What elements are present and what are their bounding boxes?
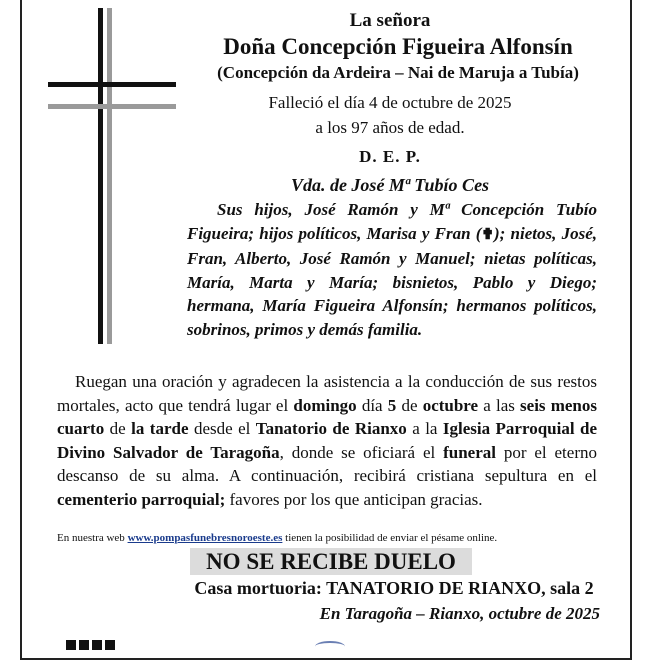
para-origin: Tanatorio de Rianxo xyxy=(255,419,407,439)
no-duelo-banner: NO SE RECIBE DUELO xyxy=(190,548,472,575)
place-date: En Taragoña – Rianxo, octubre de 2025 xyxy=(319,604,600,623)
para-funeral: funeral xyxy=(443,442,496,462)
casa-label: Casa mortuoria: xyxy=(194,578,327,598)
web-prefix: En nuestra web xyxy=(57,532,128,544)
age-text: a los 97 años de edad. xyxy=(315,118,465,137)
cross-vertical-gray xyxy=(107,8,112,344)
para-month: octubre xyxy=(422,395,479,415)
web-notice xyxy=(57,532,497,544)
para-period: la tarde xyxy=(131,419,189,439)
para-church: Iglesia Parroquial de Divino Salvador de Taragoña xyxy=(57,419,598,462)
deceased-cross-icon: ✟ xyxy=(481,226,494,243)
para-date: 5 xyxy=(387,395,397,415)
para-text: Ruegan una oración y agradecen la asistencia a la conducción de sus restos mortales, acto que tendrá lugar el xyxy=(57,372,597,415)
cross-vertical-black xyxy=(98,8,103,344)
para-text: a la xyxy=(406,419,443,439)
family-list xyxy=(187,198,597,341)
para-time: seis menos cuarto xyxy=(57,395,597,439)
para-text: de xyxy=(104,419,132,439)
para-text: de xyxy=(396,395,423,415)
para-day: domingo xyxy=(293,395,357,415)
logo-mark xyxy=(315,641,345,652)
para-text: a las xyxy=(478,395,521,415)
para-text: desde el xyxy=(188,419,256,439)
deceased-alias: (Concepción da Ardeira – Nai de Maruja a Tubía) xyxy=(217,63,579,82)
casa-mortuoria xyxy=(178,578,610,599)
family-part-1: Sus hijos, José Ramón y Mª Concepción Tubío Figueira; hijos políticos, Marisa y Fran ( xyxy=(187,200,597,243)
para-text: por el eterno descanso de su alma. A continuación, recibirá cristiana sepultura en el xyxy=(57,442,597,486)
widow-text: Vda. de José Mª Tubío Ces xyxy=(290,175,490,195)
cross-horizontal-gray xyxy=(48,104,176,109)
deceased-name: Doña Concepción Figueira Alfonsín xyxy=(223,34,573,59)
family-part-2: ); nietos, José, Fran, Alberto, José Ramón y Manuel; nietas políticas, María, Marta y María; bisnietos, Pablo y Diego; hermana, María Figueira Alfonsín; hermanos políticos, sobrinos, primos y demás familia. xyxy=(187,223,597,339)
ceremony-paragraph xyxy=(57,370,597,512)
qr-code-icon xyxy=(66,640,126,652)
casa-value: TANATORIO DE RIANXO, sala 2 xyxy=(326,578,594,598)
para-text: , donde se oficiará el xyxy=(279,442,444,462)
para-text: favores por los que anticipan gracias. xyxy=(225,489,483,509)
cross-horizontal-black xyxy=(48,82,176,87)
intro-text: La señora xyxy=(349,10,431,31)
death-date: Falleció el día 4 de octubre de 2025 xyxy=(268,93,512,112)
website-link[interactable]: www.pompasfunebresnoroeste.es xyxy=(127,532,283,544)
para-cemetery: cementerio parroquial; xyxy=(57,489,226,509)
web-suffix: tienen la posibilidad de enviar el pésame online. xyxy=(282,532,498,544)
para-text: día xyxy=(356,395,388,415)
dep-text: D. E. P. xyxy=(359,147,421,166)
